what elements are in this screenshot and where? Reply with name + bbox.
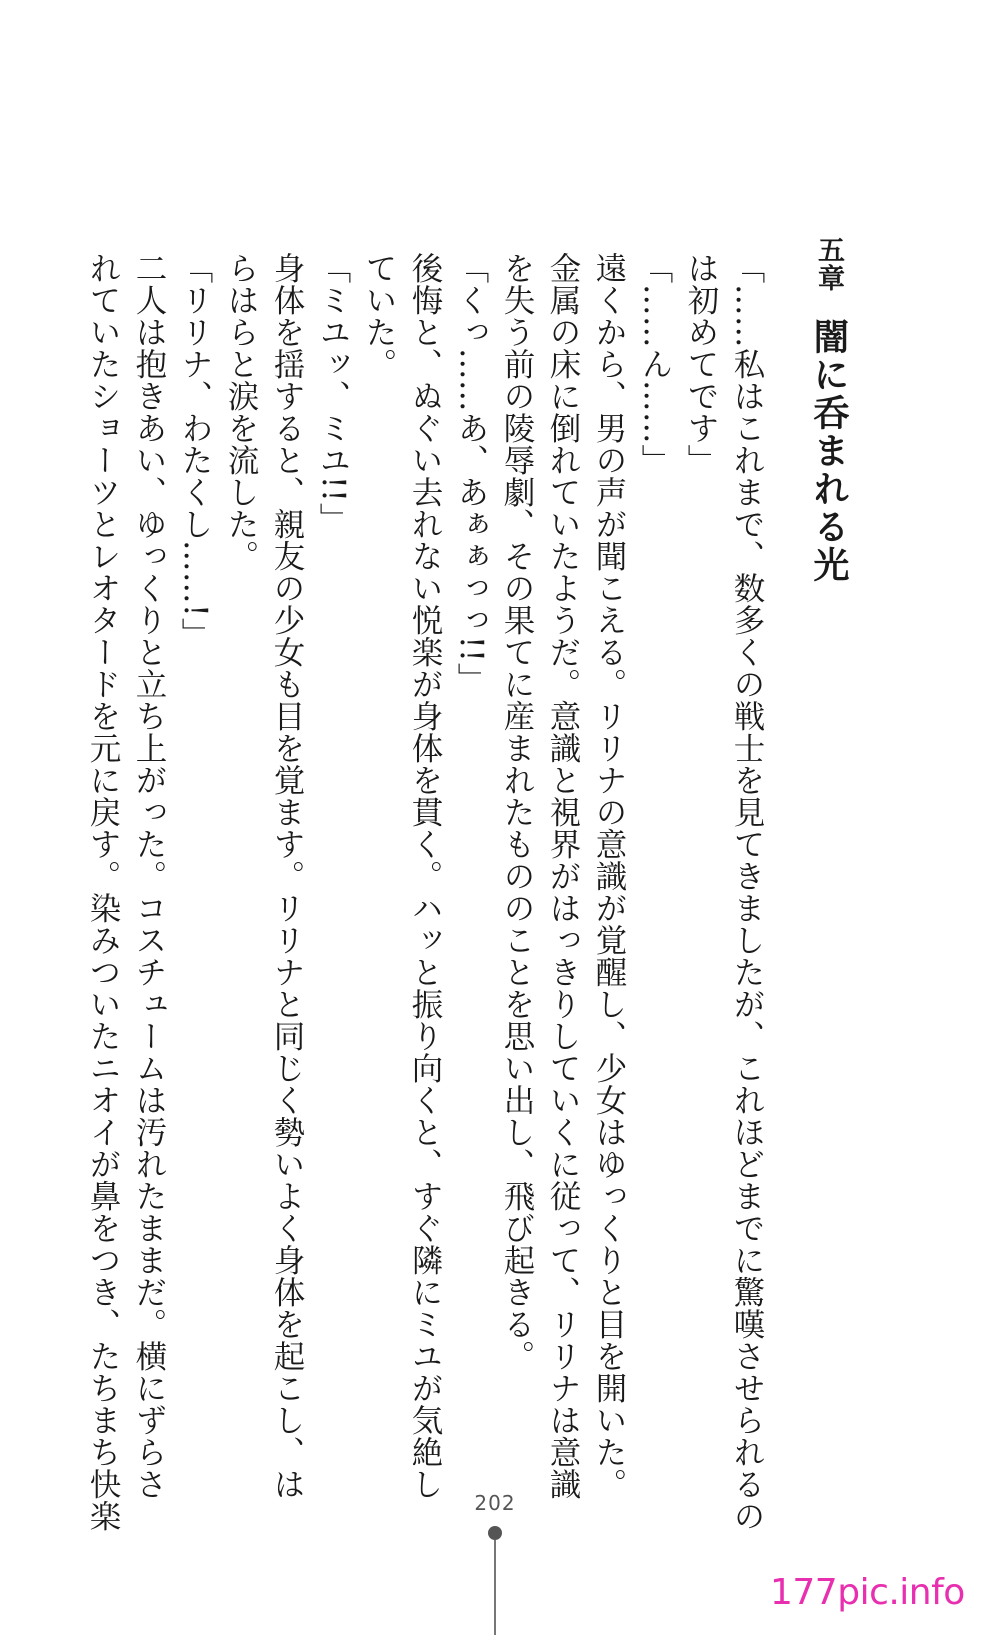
text-line: 身体を揺すると、親友の少女も目を覚ます。リリナと同じく勢いよく身体を起こし、は [269,252,305,1500]
text-line: 金属の床に倒れていたようだ。意識と視界がはっきりしていくに従って、リリナは意識 [545,252,581,1500]
text-line: ていた。 [361,252,397,380]
page-marker-dot [488,1526,502,1540]
text-line: を失う前の陵辱劇、その果てに産まれたもののことを思い出し、飛び起きる。 [499,252,535,1372]
text-line: 「……ん……」 [637,252,673,476]
text-line: 「……私はこれまで、数多くの戦士を見てきましたが、これほどまでに驚嘆させられるの [729,252,765,1532]
text-line: れていたショーツとレオタードを元に戻す。染みついたニオイが鼻をつき、たちまち快楽 [85,252,121,1532]
watermark: 177pic.info [770,1572,965,1613]
chapter-title: 闇に呑まれる光 [808,318,849,584]
text-line: らはらと涙を流した。 [223,252,259,572]
text-line: 遠くから、男の声が聞こえる。リリナの意識が覚醒し、少女はゆっくりと目を開いた。 [591,252,627,1500]
text-line: は初めてです」 [683,252,719,476]
page-marker-line [494,1540,496,1635]
text-line: 二人は抱きあい、ゆっくりと立ち上がった。コスチュームは汚れたままだ。横にずらさ [131,252,167,1500]
chapter-heading [806,236,854,584]
chapter-number: 五章 [813,236,844,292]
text-line: 「リリナ、わたくし……!」 [177,252,213,650]
text-line: 「ミユッ、ミユ!!」 [315,252,351,535]
text-line: 後悔と、ぬぐい去れない悦楽が身体を貫く。ハッと振り向くと、すぐ隣にミユが気絶し [407,252,443,1500]
page-number: 202 [474,1491,516,1515]
text-line: 「くっ……あ、あぁぁっっ!!」 [453,252,489,695]
